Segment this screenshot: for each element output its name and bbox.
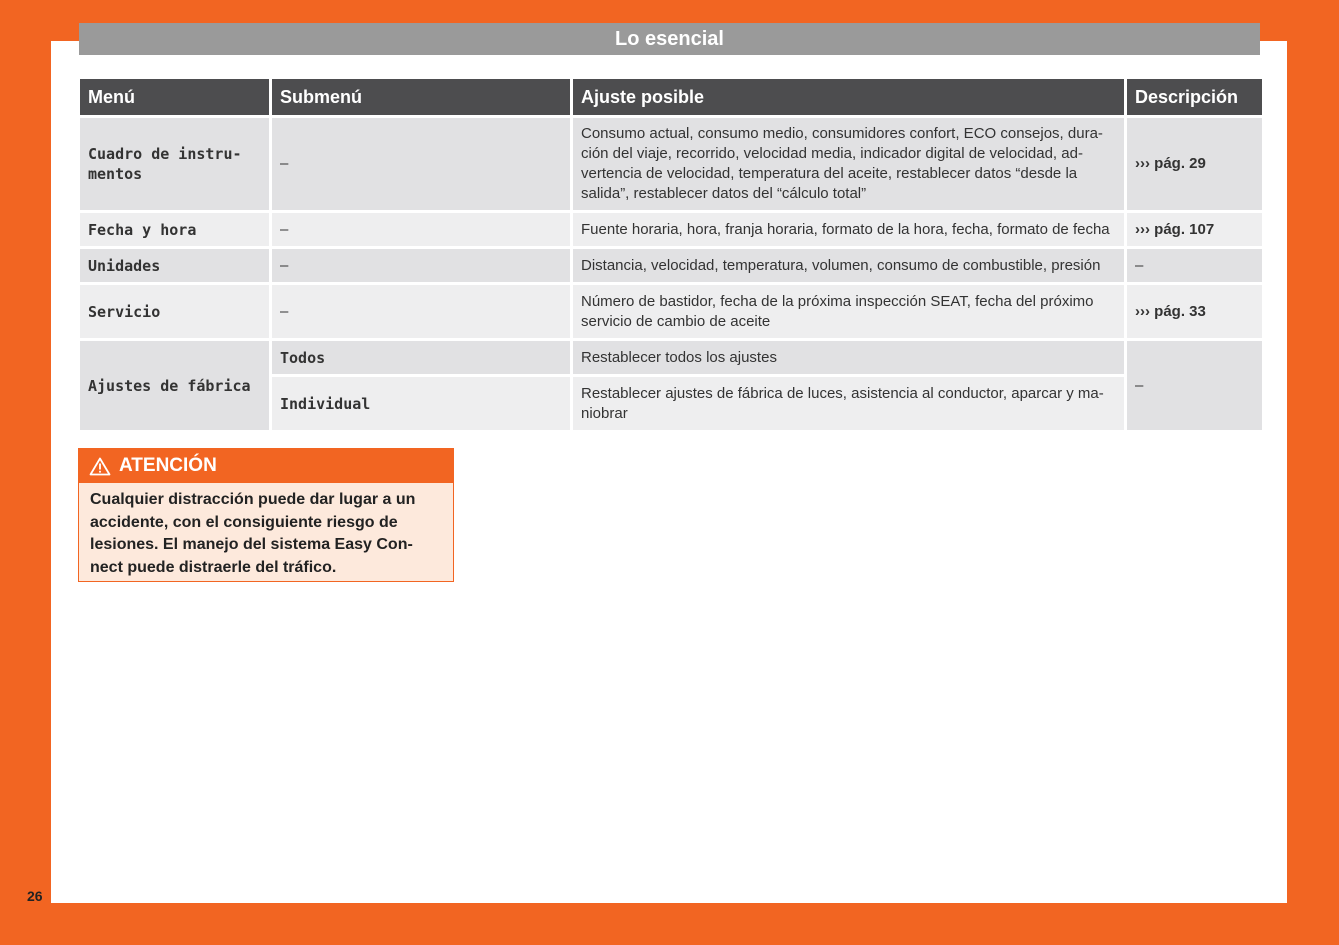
page-reference-link[interactable]: ››› pág. 29 [1127, 118, 1262, 210]
section-title: Lo esencial [79, 23, 1260, 55]
column-header-descripcion: Descripción [1127, 79, 1262, 115]
descripcion-cell: – [1127, 249, 1262, 282]
page-reference-link[interactable]: ››› pág. 107 [1127, 213, 1262, 246]
warning-box [78, 448, 454, 582]
submenu-cell: Todos [272, 341, 570, 374]
warning-triangle-icon [89, 457, 111, 476]
submenu-cell: – [272, 213, 570, 246]
table-row [80, 249, 1262, 282]
page-number: 26 [27, 888, 43, 904]
menu-cell: Servicio [80, 285, 269, 338]
table-row [80, 341, 1262, 374]
warning-title: ATENCIÓN [119, 455, 217, 476]
ajuste-cell: Restablecer ajustes de fábrica de luces, asistencia al conductor, aparcar y ma- niobrar [573, 377, 1124, 430]
ajuste-cell: Distancia, velocidad, temperatura, volumen, consumo de combustible, presión [573, 249, 1124, 282]
submenu-cell: – [272, 285, 570, 338]
menu-cell: Unidades [80, 249, 269, 282]
warning-text: Cualquier distracción puede dar lugar a un accidente, con el consiguiente riesgo de lesiones. El manejo del sistema Easy Con- nect puede distraerle del tráfico. [90, 491, 416, 576]
table-row [80, 285, 1262, 338]
settings-table [77, 76, 1265, 433]
page-reference-link[interactable]: ››› pág. 33 [1127, 285, 1262, 338]
menu-cell: Cuadro de instru- mentos [80, 118, 269, 210]
menu-cell: Ajustes de fábrica [80, 341, 269, 430]
submenu-cell: Individual [272, 377, 570, 430]
column-header-menu: Menú [80, 79, 269, 115]
descripcion-cell: – [1127, 341, 1262, 430]
ajuste-cell: Fuente horaria, hora, franja horaria, formato de la hora, fecha, formato de fecha [573, 213, 1124, 246]
column-header-submenu: Submenú [272, 79, 570, 115]
warning-header [79, 449, 453, 483]
submenu-cell: – [272, 249, 570, 282]
table-row [80, 213, 1262, 246]
ajuste-cell: Consumo actual, consumo medio, consumidores confort, ECO consejos, dura- ción del viaje, recorrido, velocidad media, indicador digital de velocidad, ad- vertencia de velocidad, temperatura del aceite, restablecer datos “desde la salida”, restablecer datos del “cálculo total” [573, 118, 1124, 210]
ajuste-cell: Número de bastidor, fecha de la próxima inspección SEAT, fecha del próximo servicio de cambio de aceite [573, 285, 1124, 338]
column-header-ajuste: Ajuste posible [573, 79, 1124, 115]
menu-cell: Fecha y hora [80, 213, 269, 246]
ajuste-cell: Restablecer todos los ajustes [573, 341, 1124, 374]
submenu-cell: – [272, 118, 570, 210]
table-row [80, 118, 1262, 210]
